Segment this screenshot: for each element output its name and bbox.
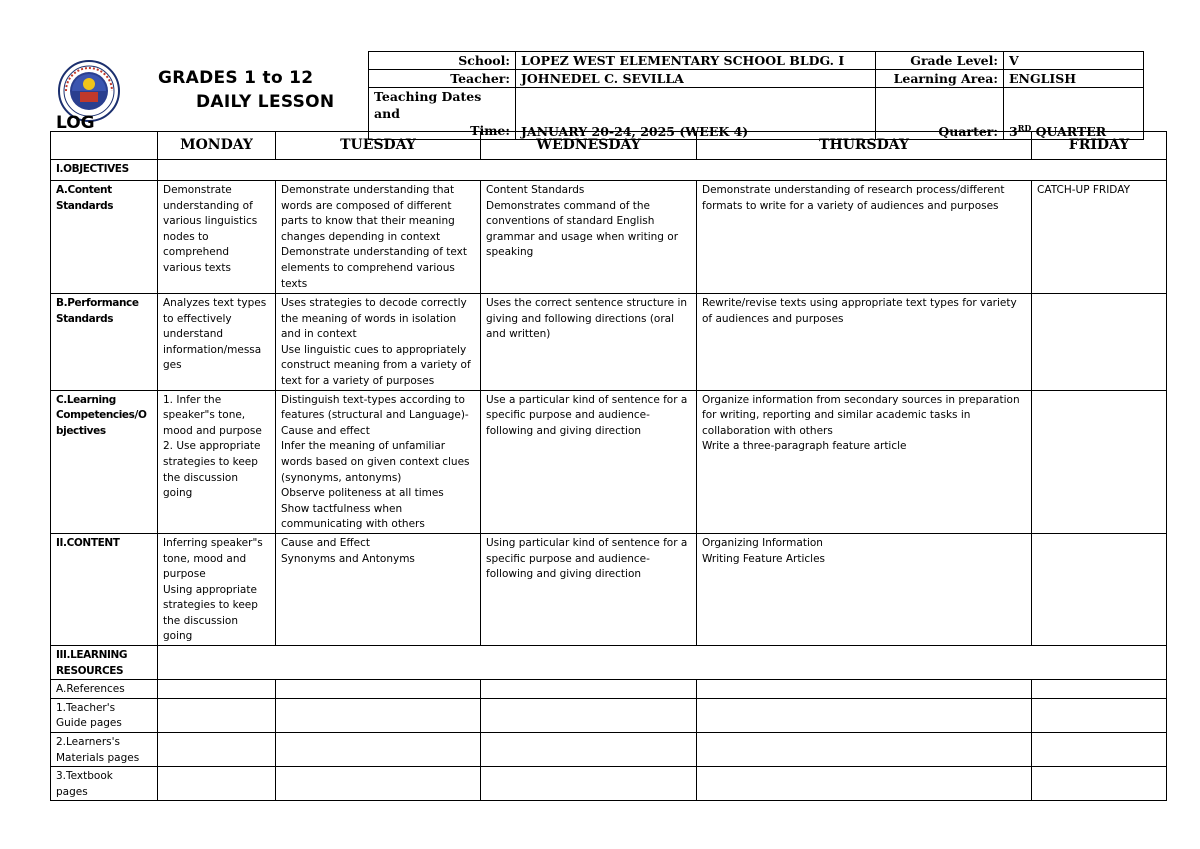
cell-teachers-guide-wednesday: [481, 698, 697, 732]
day-header-thursday: THURSDAY: [697, 132, 1032, 160]
quarter-word: QUARTER: [1031, 124, 1107, 139]
cell-performance-standards-monday: Analyzes text types to effectively understand information/messa ges: [158, 294, 276, 391]
cell-textbook-thursday: [697, 767, 1032, 801]
quarter-label: Quarter:: [876, 88, 1004, 140]
day-header-wednesday: WEDNESDAY: [481, 132, 697, 160]
row-label-references: A.References: [51, 680, 158, 699]
teaching-dates-label-line2: Time:: [470, 123, 510, 138]
cell-teachers-guide-monday: [158, 698, 276, 732]
cell-textbook-wednesday: [481, 767, 697, 801]
cell-content-standards-thursday: Demonstrate understanding of research process/different formats to write for a variety of audiences and purposes: [697, 181, 1032, 294]
cell-teachers-guide-tuesday: [276, 698, 481, 732]
day-header-tuesday: TUESDAY: [276, 132, 481, 160]
objectives-section-label: I.OBJECTIVES: [51, 160, 158, 181]
grade-level-value: V: [1004, 52, 1144, 70]
cell-content-monday: Inferring speaker"s tone, mood and purpose Using appropriate strategies to keep the discussion going: [158, 533, 276, 645]
corner-cell: [51, 132, 158, 160]
cell-learners-materials-thursday: [697, 733, 1032, 767]
row-label-performance-standards: B.Performance Standards: [51, 294, 158, 391]
quarter-number: 3: [1009, 124, 1018, 139]
objectives-section-fill: [158, 160, 1167, 181]
day-header-monday: MONDAY: [158, 132, 276, 160]
teaching-dates-value: JANUARY 20-24, 2025 (WEEK 4): [516, 88, 876, 140]
quarter-suffix: RD: [1017, 122, 1032, 133]
cell-learning-competencies-friday: [1032, 390, 1167, 533]
header-info-table: [368, 51, 1144, 140]
cell-references-tuesday: [276, 680, 481, 699]
row-label-content-standards: A.Content Standards: [51, 181, 158, 294]
teacher-value: JOHNEDEL C. SEVILLA: [516, 70, 876, 88]
learning-area-value: ENGLISH: [1004, 70, 1144, 88]
school-value: LOPEZ WEST ELEMENTARY SCHOOL BLDG. I: [516, 52, 876, 70]
cell-references-friday: [1032, 680, 1167, 699]
cell-references-wednesday: [481, 680, 697, 699]
row-label-textbook: 3.Textbook pages: [51, 767, 158, 801]
cell-content-standards-tuesday: Demonstrate understanding that words are composed of different parts to know that their meaning changes depending in context Demonstrate understanding of text elements to comprehend various texts: [276, 181, 481, 294]
row-label-teachers-guide: 1.Teacher's Guide pages: [51, 698, 158, 732]
cell-content-standards-wednesday: Content Standards Demonstrates command of the conventions of standard English grammar and usage when writing or speaking: [481, 181, 697, 294]
row-label-learners-materials: 2.Learners's Materials pages: [51, 733, 158, 767]
row-label-learning-resources: III.LEARNING RESOURCES: [51, 646, 158, 680]
cell-learners-materials-tuesday: [276, 733, 481, 767]
title-line-2: DAILY LESSON: [196, 92, 335, 112]
cell-learners-materials-friday: [1032, 733, 1167, 767]
cell-content-tuesday: Cause and Effect Synonyms and Antonyms: [276, 533, 481, 645]
cell-learning-competencies-thursday: Organize information from secondary sources in preparation for writing, reporting and similar academic tasks in collaboration with others Write a three-paragraph feature article: [697, 390, 1032, 533]
cell-references-thursday: [697, 680, 1032, 699]
learning-resources-fill: [158, 646, 1167, 680]
teaching-dates-label-line1: Teaching Dates and: [374, 89, 482, 121]
cell-performance-standards-tuesday: Uses strategies to decode correctly the meaning of words in isolation and in context Use linguistic cues to appropriately construct meaning from a variety of text for a variety of purposes: [276, 294, 481, 391]
cell-learning-competencies-monday: 1. Infer the speaker"s tone, mood and purpose 2. Use appropriate strategies to keep the discussion going: [158, 390, 276, 533]
cell-content-wednesday: Using particular kind of sentence for a specific purpose and audience- following and giving direction: [481, 533, 697, 645]
cell-learners-materials-wednesday: [481, 733, 697, 767]
cell-performance-standards-thursday: Rewrite/revise texts using appropriate text types for variety of audiences and purposes: [697, 294, 1032, 391]
lesson-log-table: [50, 131, 1167, 801]
cell-references-monday: [158, 680, 276, 699]
learning-area-label: Learning Area:: [876, 70, 1004, 88]
day-header-friday: FRIDAY: [1032, 132, 1167, 160]
cell-performance-standards-friday: [1032, 294, 1167, 391]
cell-content-thursday: Organizing Information Writing Feature Articles: [697, 533, 1032, 645]
row-label-learning-competencies: C.Learning Competencies/O bjectives: [51, 390, 158, 533]
row-label-content: II.CONTENT: [51, 533, 158, 645]
teacher-label: Teacher:: [369, 70, 516, 88]
cell-teachers-guide-friday: [1032, 698, 1167, 732]
cell-learning-competencies-wednesday: Use a particular kind of sentence for a specific purpose and audience- following and giving direction: [481, 390, 697, 533]
school-label: School:: [369, 52, 516, 70]
cell-learners-materials-monday: [158, 733, 276, 767]
cell-content-standards-monday: Demonstrate understanding of various linguistics nodes to comprehend various texts: [158, 181, 276, 294]
cell-content-standards-friday: CATCH-UP FRIDAY: [1032, 181, 1167, 294]
cell-textbook-monday: [158, 767, 276, 801]
title-line-1: GRADES 1 to 12: [158, 68, 314, 88]
cell-textbook-friday: [1032, 767, 1167, 801]
grade-level-label: Grade Level:: [876, 52, 1004, 70]
cell-teachers-guide-thursday: [697, 698, 1032, 732]
cell-content-friday: [1032, 533, 1167, 645]
cell-textbook-tuesday: [276, 767, 481, 801]
title-line-3: LOG: [56, 113, 95, 133]
cell-learning-competencies-tuesday: Distinguish text-types according to features (structural and Language)- Cause and effect Infer the meaning of unfamiliar words based on given context clues (synonyms, antonyms) Observe politeness at all times Show tactfulness when communicating with others: [276, 390, 481, 533]
cell-performance-standards-wednesday: Uses the correct sentence structure in giving and following directions (oral and written): [481, 294, 697, 391]
